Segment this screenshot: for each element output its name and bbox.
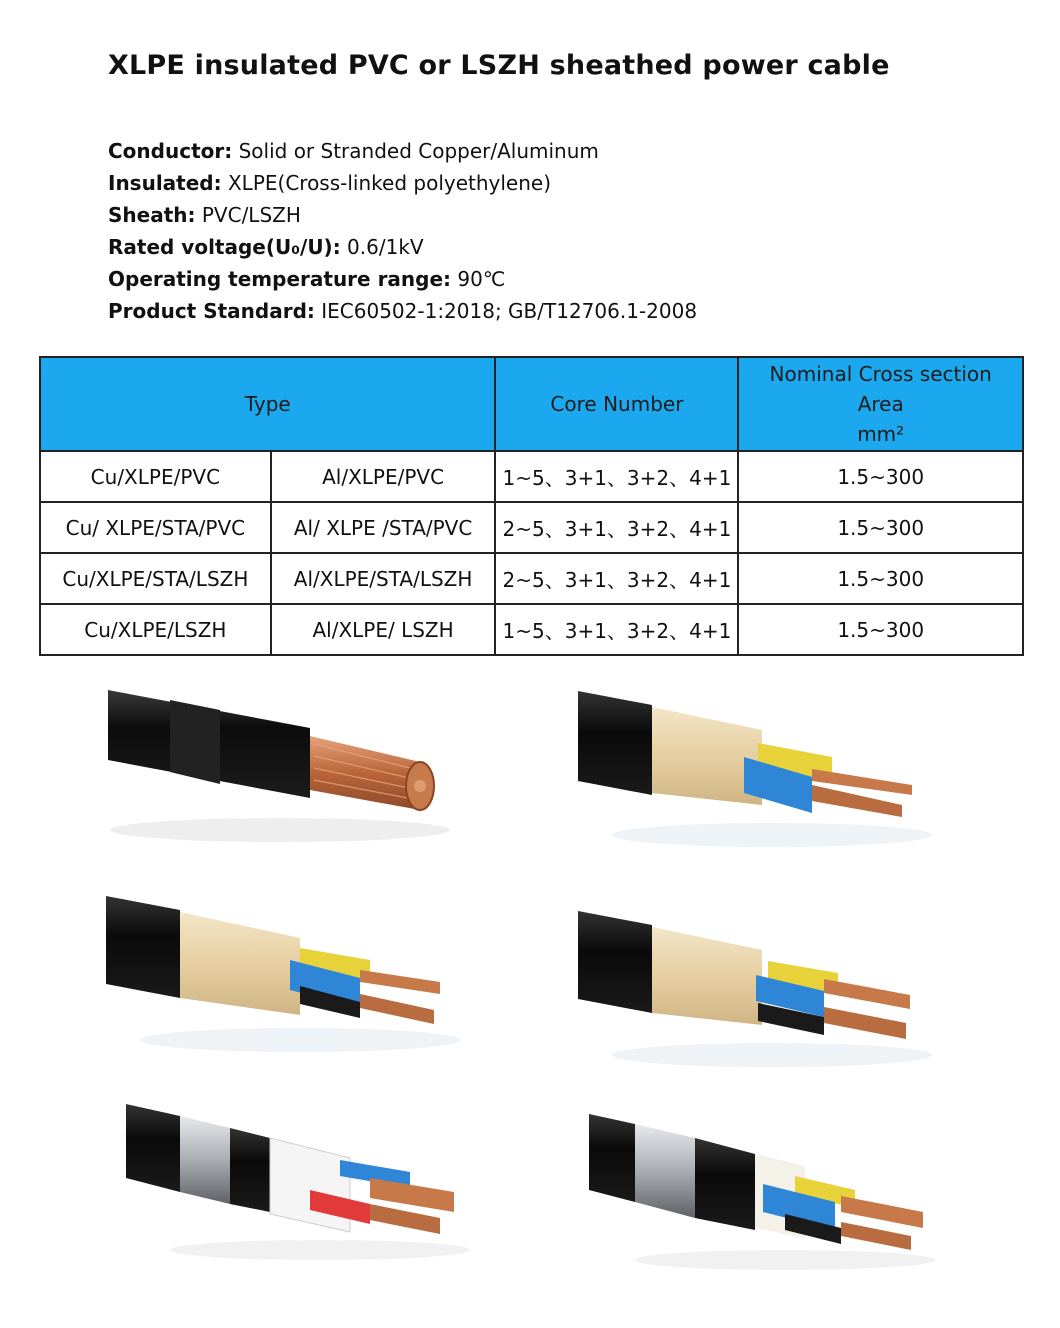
cell-core-number: 1~5、3+1、3+2、4+1: [495, 604, 738, 655]
cell-cu-type: Cu/XLPE/LSZH: [40, 604, 271, 655]
spec-value: 90℃: [451, 267, 506, 291]
header-type: Type: [40, 357, 495, 451]
page-title: XLPE insulated PVC or LSZH sheathed power cable: [108, 50, 890, 81]
cell-cu-type: Cu/XLPE/STA/LSZH: [40, 553, 271, 604]
table-row: [40, 604, 1023, 655]
spec-value: XLPE(Cross-linked polyethylene): [221, 171, 552, 195]
cell-al-type: Al/ XLPE /STA/PVC: [271, 502, 496, 553]
spec-value: Solid or Stranded Copper/Aluminum: [232, 139, 599, 163]
cell-core-number: 2~5、3+1、3+2、4+1: [495, 553, 738, 604]
spec-value: PVC/LSZH: [195, 203, 301, 227]
spec-key: Sheath:: [108, 203, 196, 227]
cell-area: 1.5~300: [738, 604, 1023, 655]
header-cross-section-line1: Nominal Cross section: [769, 362, 992, 386]
cable-photo-single-core: [100, 680, 460, 850]
spec-key: Insulated:: [108, 171, 222, 195]
spec-product-standard: [108, 295, 697, 327]
cell-cu-type: Cu/ XLPE/STA/PVC: [40, 502, 271, 553]
table-row: [40, 553, 1023, 604]
spec-insulated: [108, 167, 697, 199]
spec-key: Rated voltage(U₀/U):: [108, 235, 341, 259]
cell-area: 1.5~300: [738, 502, 1023, 553]
spec-list: [108, 135, 697, 327]
spec-key: Operating temperature range:: [108, 267, 452, 291]
cell-area: 1.5~300: [738, 451, 1023, 502]
header-cross-section: [738, 357, 1023, 451]
spec-operating-temperature: [108, 263, 697, 295]
header-cross-section-line2: Area: [857, 392, 904, 416]
table-header-row: [40, 357, 1023, 451]
header-core-number: Core Number: [495, 357, 738, 451]
cell-cu-type: Cu/XLPE/PVC: [40, 451, 271, 502]
table-row: [40, 451, 1023, 502]
spec-value: 0.6/1kV: [340, 235, 424, 259]
cell-core-number: 2~5、3+1、3+2、4+1: [495, 502, 738, 553]
spec-conductor: [108, 135, 697, 167]
cable-photo-multi-core-2: [100, 890, 460, 1060]
cell-al-type: Al/XLPE/ LSZH: [271, 604, 496, 655]
cable-photo-multi-core-1: [572, 685, 932, 855]
header-cross-section-unit: mm²: [857, 422, 905, 446]
cell-area: 1.5~300: [738, 553, 1023, 604]
cable-photo-armoured-1: [120, 1100, 480, 1270]
spec-rated-voltage: [108, 231, 697, 263]
cable-spec-table: [39, 356, 1024, 656]
spec-key: Conductor:: [108, 139, 233, 163]
spec-key: Product Standard:: [108, 299, 315, 323]
spec-sheath: [108, 199, 697, 231]
spec-value: IEC60502-1:2018; GB/T12706.1-2008: [314, 299, 698, 323]
table-row: [40, 502, 1023, 553]
cable-photo-multi-core-3: [572, 905, 932, 1075]
cable-photo-armoured-2: [585, 1110, 945, 1280]
cell-core-number: 1~5、3+1、3+2、4+1: [495, 451, 738, 502]
cell-al-type: Al/XLPE/STA/LSZH: [271, 553, 496, 604]
cell-al-type: Al/XLPE/PVC: [271, 451, 496, 502]
